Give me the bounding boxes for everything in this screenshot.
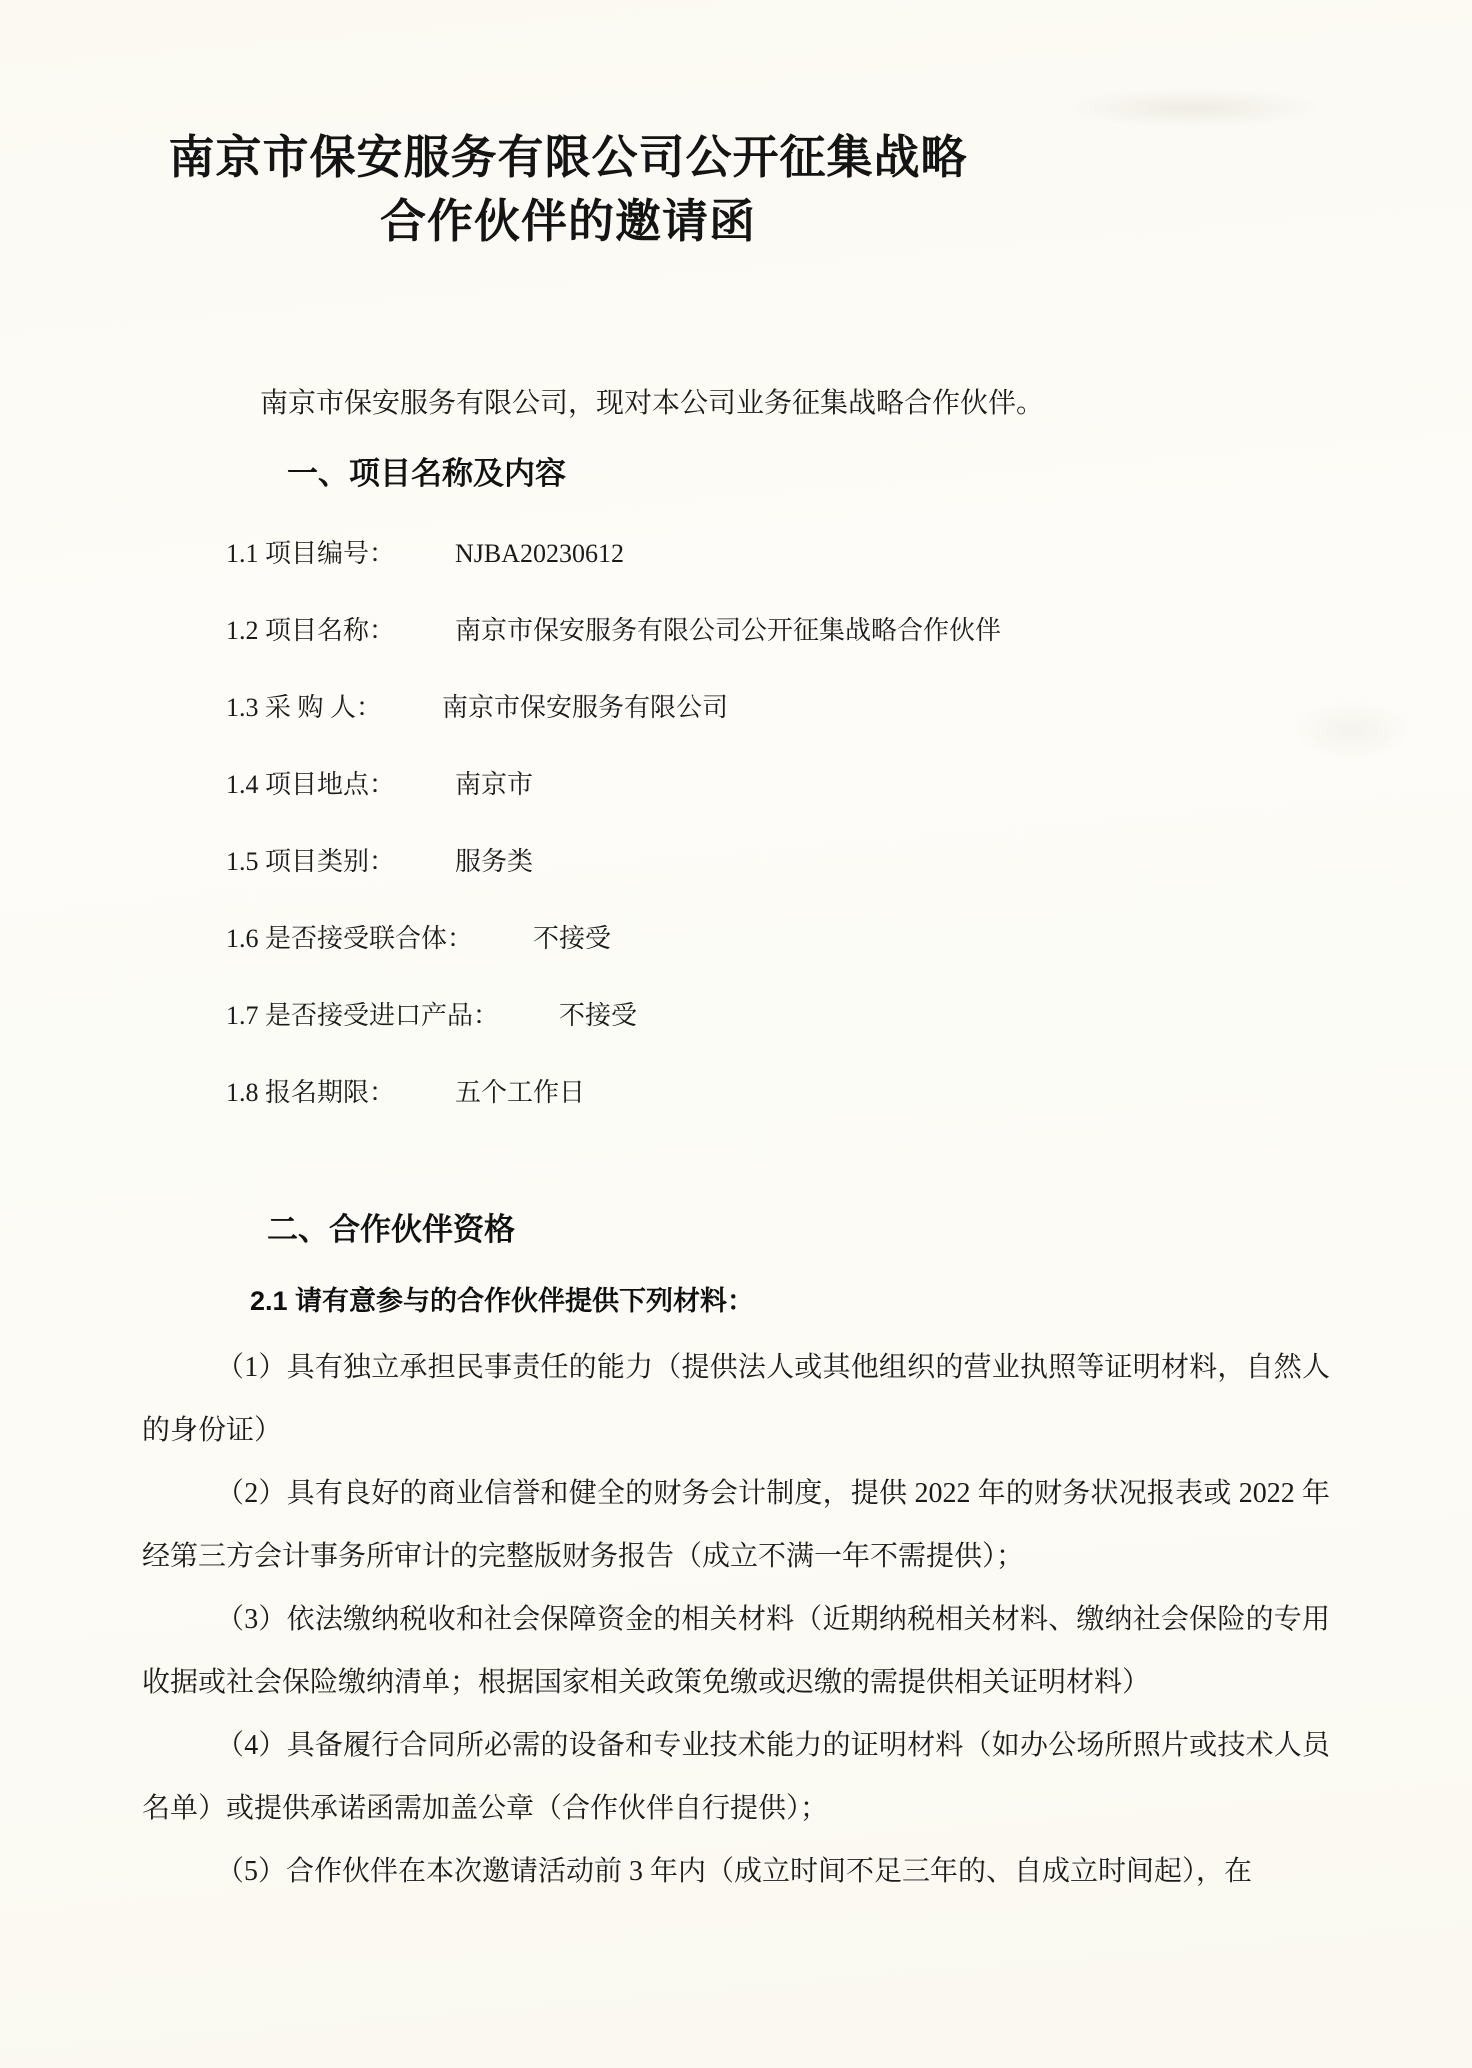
list-item-project-number [226, 539, 1330, 569]
intro-paragraph: 南京市保安服务有限公司，现对本公司业务征集战略合作伙伴。 [260, 388, 1045, 419]
list-item-registration-period [226, 1078, 1330, 1108]
document-title-line2: 合作伙伴的邀请函 [380, 196, 756, 247]
list-item-project-category [226, 847, 1330, 877]
document-title [0, 0, 1162, 254]
section2-heading: 二、合作伙伴资格 [267, 1212, 515, 1247]
qualification-paragraph-1: （1）具有独立承担民事责任的能力（提供法人或其他组织的营业执照等证明材料，自然人的身份证） [142, 1352, 1330, 1446]
list-item-project-name [226, 616, 1330, 646]
document-title-line1: 南京市保安服务有限公司公开征集战略 [168, 132, 968, 183]
item-value: 不接受 [559, 1001, 638, 1030]
item-value: 服务类 [455, 847, 534, 876]
list-item-imported-products-accepted [226, 1001, 1330, 1031]
qualification-paragraph-5: （5）合作伙伴在本次邀请活动前 3 年内（成立时间不足三年的、自成立时间起），在 [216, 1856, 1253, 1887]
list-item-project-location [226, 770, 1330, 800]
item-value: 五个工作日 [455, 1078, 586, 1107]
item-label: 1.2 项目名称： [226, 616, 396, 645]
item-label: 1.4 项目地点： [226, 770, 396, 799]
item-value: 南京市保安服务有限公司公开征集战略合作伙伴 [455, 616, 1002, 645]
item-value: 南京市保安服务有限公司 [442, 693, 729, 722]
item-label: 1.1 项目编号： [226, 539, 396, 568]
qualification-paragraphs [142, 1336, 1330, 1903]
item-value: 南京市 [455, 770, 534, 799]
list-item-consortium-accepted [226, 924, 1330, 954]
list-item-purchaser [226, 693, 1330, 723]
qualification-paragraph-2: （2）具有良好的商业信誉和健全的财务会计制度，提供 2022 年的财务状况报表或 2022 年经第三方会计事务所审计的完整版财务报告（成立不满一年不需提供）； [142, 1478, 1330, 1572]
item-value: NJBA20230612 [455, 539, 625, 568]
qualification-paragraph-3: （3）依法缴纳税收和社会保障资金的相关材料（近期纳税相关材料、缴纳社会保险的专用收据或社会保险缴纳清单；根据国家相关政策免缴或迟缴的需提供相关证明材料） [142, 1604, 1330, 1698]
item-label: 1.5 项目类别： [226, 847, 396, 876]
project-info-list [226, 539, 1330, 1108]
item-label: 1.3 采 购 人： [226, 693, 383, 722]
item-label: 1.8 报名期限： [226, 1078, 396, 1107]
item-value: 不接受 [533, 924, 612, 953]
section2-subheading: 2.1 请有意参与的合作伙伴提供下列材料： [250, 1286, 755, 1316]
qualification-paragraph-4: （4）具备履行合同所必需的设备和专业技术能力的证明材料（如办公场所照片或技术人员名单）或提供承诺函需加盖公章（合作伙伴自行提供）； [142, 1730, 1330, 1824]
section1-heading: 一、项目名称及内容 [287, 456, 566, 491]
item-label: 1.7 是否接受进口产品： [226, 1001, 500, 1030]
item-label: 1.6 是否接受联合体： [226, 924, 474, 953]
